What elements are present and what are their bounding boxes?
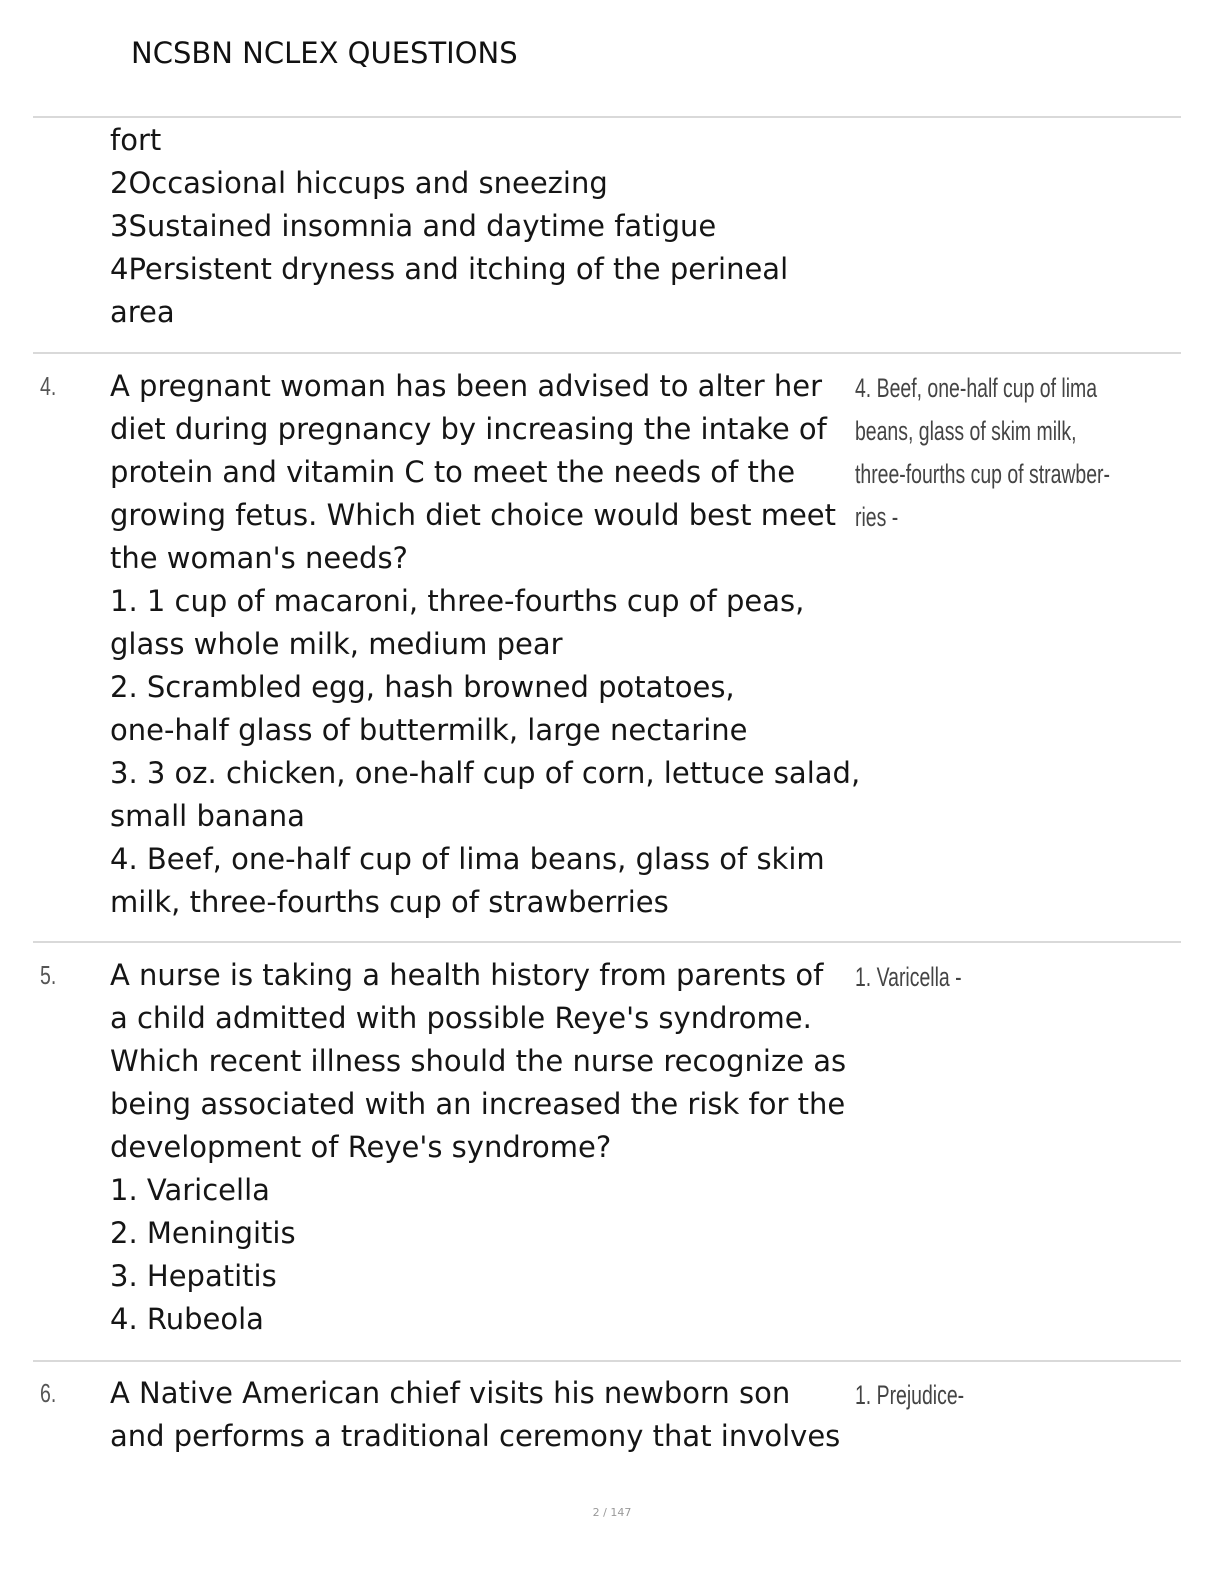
question-text <box>110 1372 850 1458</box>
text-line: A Native American chief visits his newborn son <box>110 1376 791 1410</box>
text-line: 4Persistent dryness and itching of the perineal <box>110 252 789 286</box>
text-line: fort <box>110 123 162 157</box>
answer-line: beans, glass of skim milk, <box>855 416 1077 446</box>
text-line: area <box>110 295 175 329</box>
text-line: protein and vitamin C to meet the needs of the <box>110 455 796 489</box>
question-text <box>110 365 861 924</box>
text-line: 1. Varicella <box>110 1173 270 1207</box>
question-number: 4. <box>40 371 57 401</box>
text-line: one-half glass of buttermilk, large nectarine <box>110 713 748 747</box>
text-line: development of Reye's syndrome? <box>110 1130 612 1164</box>
divider <box>33 116 1181 118</box>
answer-line: 1. Prejudice- <box>855 1380 965 1410</box>
text-line: and performs a traditional ceremony that involves <box>110 1419 841 1453</box>
text-line: a child admitted with possible Reye's syndrome. <box>110 1001 812 1035</box>
text-line: 2. Scrambled egg, hash browned potatoes, <box>110 670 735 704</box>
answer-line: 4. Beef, one-half cup of lima <box>855 373 1098 403</box>
answer-line: 1. Varicella - <box>855 962 962 992</box>
text-line: growing fetus. Which diet choice would best meet <box>110 498 837 532</box>
text-line: 1. 1 cup of macaroni, three-fourths cup of peas, <box>110 584 805 618</box>
answer-line: ries - <box>855 502 899 532</box>
text-line: milk, three-fourths cup of strawberries <box>110 885 669 919</box>
question-number: 5. <box>40 960 57 990</box>
text-line: 2. Meningitis <box>110 1216 296 1250</box>
continuation-text <box>110 119 850 334</box>
answer-line: three-fourths cup of strawber- <box>855 459 1110 489</box>
divider <box>33 1360 1181 1362</box>
answer-text <box>855 1374 964 1417</box>
divider <box>33 941 1181 943</box>
text-line: glass whole milk, medium pear <box>110 627 563 661</box>
text-line: being associated with an increased the risk for the <box>110 1087 846 1121</box>
text-line: small banana <box>110 799 305 833</box>
answer-text <box>855 367 1110 539</box>
text-line: 2Occasional hiccups and sneezing <box>110 166 608 200</box>
text-line: 3. Hepatitis <box>110 1259 277 1293</box>
text-line: A pregnant woman has been advised to alter her <box>110 369 823 403</box>
divider <box>33 352 1181 354</box>
page-header-title: NCSBN NCLEX QUESTIONS <box>131 36 518 70</box>
question-text <box>110 954 850 1341</box>
text-line: diet during pregnancy by increasing the intake of <box>110 412 827 446</box>
text-line: the woman's needs? <box>110 541 408 575</box>
text-line: 4. Beef, one-half cup of lima beans, glass of skim <box>110 842 825 876</box>
question-number: 6. <box>40 1378 57 1408</box>
answer-text <box>855 956 962 999</box>
text-line: 3Sustained insomnia and daytime fatigue <box>110 209 717 243</box>
text-line: Which recent illness should the nurse recognize as <box>110 1044 847 1078</box>
text-line: A nurse is taking a health history from parents of <box>110 958 824 992</box>
text-line: 3. 3 oz. chicken, one-half cup of corn, lettuce salad, <box>110 756 861 790</box>
page-number: 2 / 147 <box>592 1506 632 1519</box>
text-line: 4. Rubeola <box>110 1302 264 1336</box>
